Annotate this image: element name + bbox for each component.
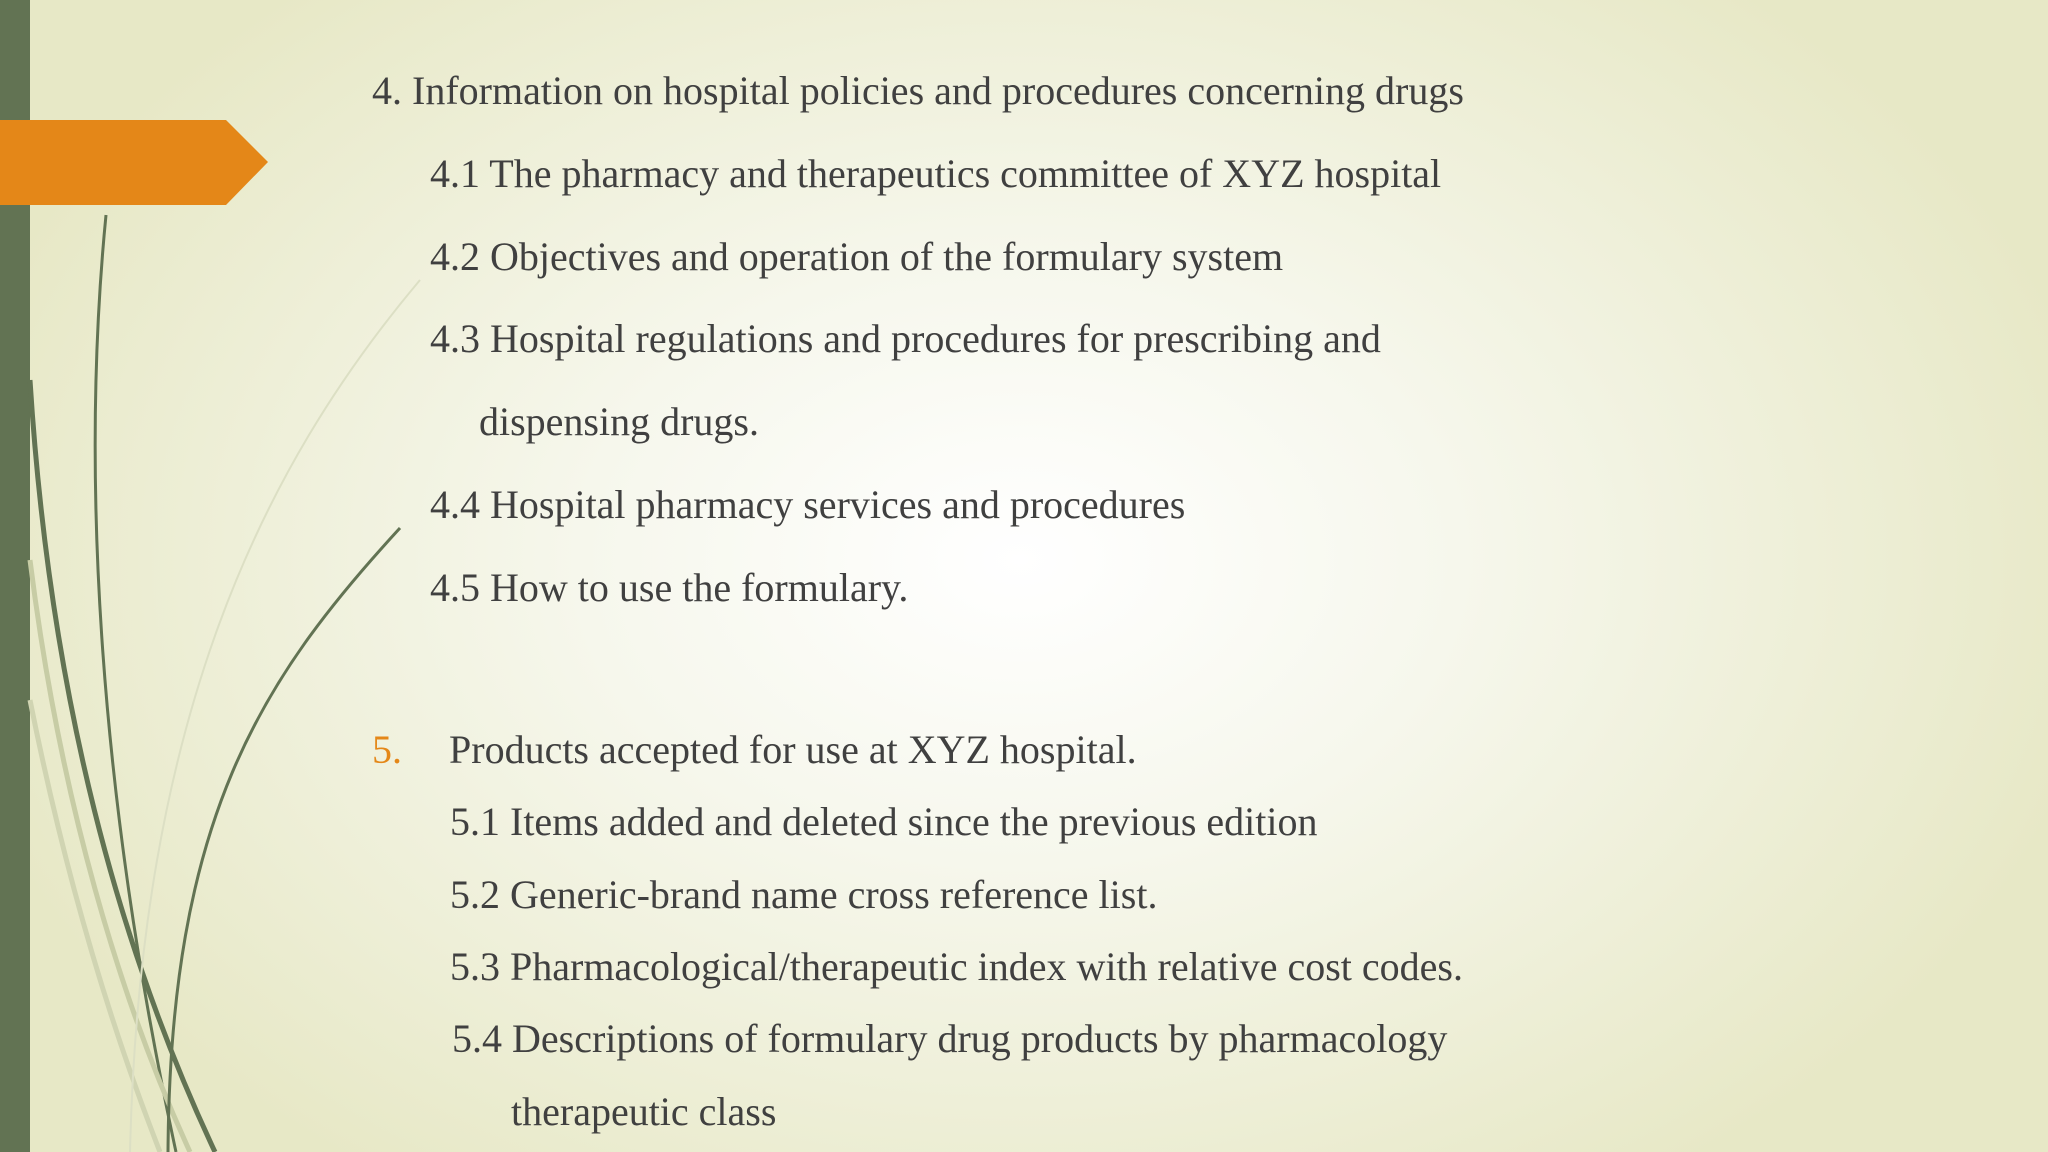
list-item-5-1: 5.1 Items added and deleted since the previous edition <box>450 799 1318 844</box>
section-5-heading: Products accepted for use at XYZ hospital. <box>449 727 1137 772</box>
list-item-5-4-continued: therapeutic class <box>511 1089 777 1134</box>
list-item-4-5: 4.5 How to use the formulary. <box>430 565 909 610</box>
list-item-4-4: 4.4 Hospital pharmacy services and procedures <box>430 482 1186 527</box>
list-item-5-2: 5.2 Generic-brand name cross reference list. <box>450 872 1158 917</box>
list-item-4-2: 4.2 Objectives and operation of the formulary system <box>430 234 1284 279</box>
list-item-4-3-continued: dispensing drugs. <box>479 399 759 444</box>
list-item-4-3: 4.3 Hospital regulations and procedures for prescribing and <box>430 316 1381 361</box>
section-4-heading: 4. Information on hospital policies and procedures concerning drugs <box>372 68 1464 113</box>
list-item-5-4: 5.4 Descriptions of formulary drug products by pharmacology <box>452 1016 1448 1061</box>
list-item-4-1: 4.1 The pharmacy and therapeutics committee of XYZ hospital <box>430 151 1442 196</box>
orange-arrow-tab <box>0 120 268 205</box>
list-item-5-3: 5.3 Pharmacological/therapeutic index with relative cost codes. <box>450 944 1463 989</box>
section-5-number: 5. <box>372 727 402 772</box>
